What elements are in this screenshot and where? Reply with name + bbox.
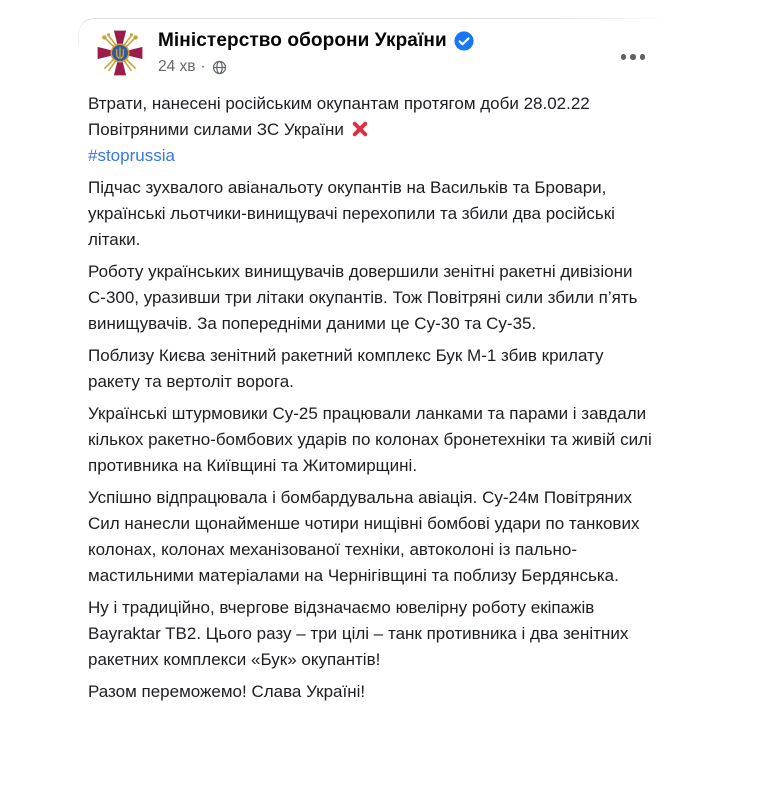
hashtag-link[interactable]: #stoprussia <box>88 146 175 165</box>
header-text <box>158 28 474 76</box>
post-paragraph: Разом переможемо! Слава Україні! <box>88 682 366 701</box>
page-name-link[interactable]: Міністерство оборони України <box>158 30 447 51</box>
more-options-button[interactable] <box>615 48 652 66</box>
post-paragraph-intro <box>88 91 658 169</box>
globe-icon <box>212 60 227 75</box>
mod-ukraine-emblem-icon <box>95 28 145 78</box>
ellipsis-icon <box>621 54 646 60</box>
post-paragraph: Підчас зухвалого авіанальоту окупантів на Васильків та Бровари, українські льотчики-винищувачі перехопили та збили два російські літаки. <box>88 178 615 249</box>
post-timestamp[interactable]: 24 хв <box>158 58 196 75</box>
meta-separator: · <box>200 58 206 75</box>
post-paragraph: Роботу українських винищувачів довершили зенітні ракетні дивізіони С-300, уразивши три літаки окупантів. Тож Повітряні сили збили п’ять винищувачів. За попередніми даними це Су-30 та Су-35. <box>88 262 638 333</box>
post-paragraph: Успішно відпрацювала і бомбардувальна авіація. Су-24м Повітряних Сил нанесли щонайменше чотири нищівні бомбові удари по танкових колонах, колонах механізованої техніки, автоколоні із пально-мастильними матеріалами на Чернігівщині та поблизу Бердянська. <box>88 488 640 585</box>
post-content <box>88 91 658 711</box>
cross-mark-emoji <box>351 120 369 138</box>
page-avatar[interactable] <box>95 28 145 78</box>
verified-badge-icon <box>454 31 474 51</box>
post-paragraph: Ну і традиційно, вчергове відзначаємо ювелірну роботу екіпажів Bayraktar TB2. Цього разу – три цілі – танк противника і два зенітних ракетних комплекси «Бук» окупантів! <box>88 598 629 669</box>
intro-text: Втрати, нанесені російським окупантам протягом доби 28.02.22 Повітряними силами ЗС України <box>88 94 590 139</box>
post-paragraph: Українські штурмовики Су-25 працювали ланками та парами і завдали кількох ракетно-бомбових ударів по колонах бронетехніки та живій силі противника на Київщині та Житомирщині. <box>88 404 652 475</box>
post-paragraph: Поблизу Києва зенітний ракетний комплекс Бук М-1 збив крилату ракету та вертоліт ворога. <box>88 346 604 391</box>
post-header <box>95 28 474 78</box>
post-meta <box>158 58 474 76</box>
